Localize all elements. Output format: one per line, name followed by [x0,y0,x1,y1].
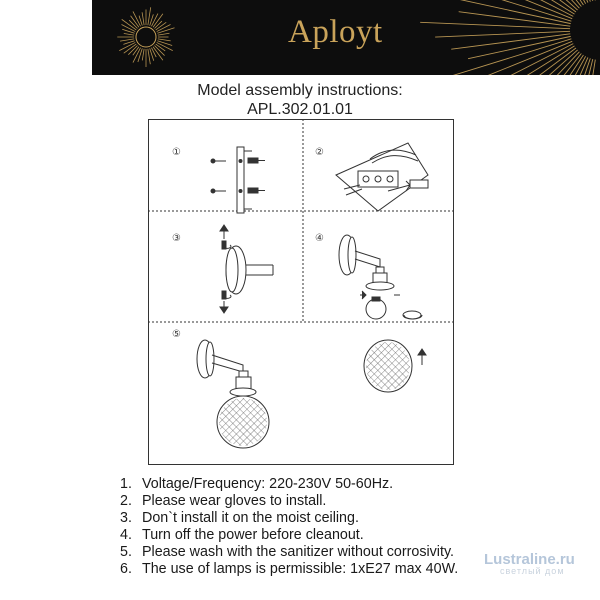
sunburst-icon [420,0,595,75]
list-item: 5. Please wash with the sanitizer without corrosivity. [120,543,455,560]
step-2-wiring [336,143,428,211]
watermark-logo: Lustraline.ru [484,551,575,568]
list-item: 4. Turn off the power before cleanout. [120,526,364,543]
step-1-bracket [211,147,265,213]
watermark [484,551,575,576]
page-title: Model assembly instructions: [197,82,403,99]
list-item: 3. Don`t install it on the moist ceiling. [120,509,359,526]
sun-logo-icon [117,7,174,67]
step-4-label: ④ [315,233,324,244]
step-5-label: ⑤ [172,329,181,340]
brand-name: Aployt [288,14,383,50]
step-2-label: ② [315,147,324,158]
step-3-label: ③ [172,233,181,244]
shade-globe-step4 [366,342,410,390]
brand-banner [92,0,600,75]
shade-globe-step5 [219,398,267,446]
assembly-diagram [148,119,454,465]
list-item: 2. Please wear gloves to install. [120,492,327,509]
list-item: 6. The use of lamps is permissible: 1xE27 max 40W. [120,560,459,577]
list-item: 1. Voltage/Frequency: 220-230V 50-60Hz. [120,476,394,492]
step-3-base [220,225,273,313]
model-number: APL.302.01.01 [247,101,353,118]
watermark-tagline: светлый дом [500,566,565,576]
step-1-label: ① [172,147,181,158]
